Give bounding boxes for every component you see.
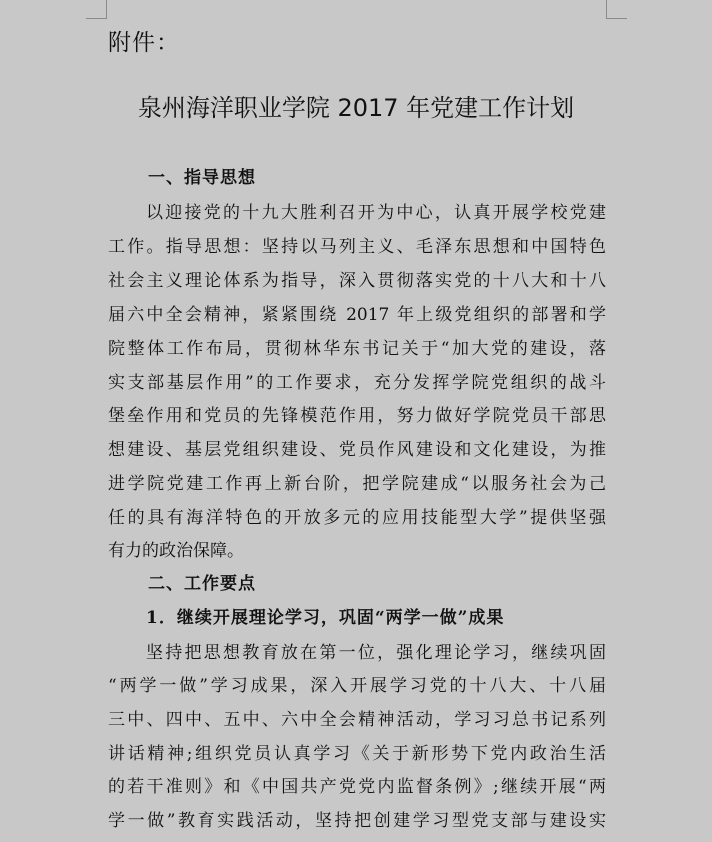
section-heading-work-points: 二、工作要点: [148, 574, 256, 594]
paragraph-line: 进学院党建工作再上新台阶，把学院建成“以服务社会为己: [108, 474, 606, 494]
section-heading-guiding-ideology: 一、指导思想: [148, 168, 256, 188]
paragraph-line: 院整体工作布局，贯彻林华东书记关于“加大党的建设，落: [108, 339, 606, 359]
paragraph-line: 的若干准则》和《中国共产党党内监督条例》;继续开展“两: [108, 777, 606, 797]
paragraph-line: 想建设、基层党组织建设、党员作风建设和文化建设，为推: [108, 440, 606, 460]
paragraph-line: “两学一做”学习成果，深入开展学习党的十八大、十八届: [108, 676, 606, 696]
document-title: 泉州海洋职业学院 2017 年党建工作计划: [137, 94, 575, 122]
paragraph-line: 坚持把思想教育放在第一位，强化理论学习，继续巩固: [146, 643, 606, 663]
paragraph-line: 以迎接党的十九大胜利召开为中心，认真开展学校党建: [146, 203, 606, 223]
paragraph-line: 讲话精神;组织党员认真学习《关于新形势下党内政治生活: [108, 744, 606, 764]
paragraph-line: 社会主义理论体系为指导，深入贯彻落实党的十八大和十八: [108, 271, 606, 291]
paragraph-line: 任的具有海洋特色的开放多元的应用技能型大学”提供坚强: [108, 508, 606, 528]
paragraph-line: 三中、四中、五中、六中全会精神活动，学习习总书记系列: [108, 710, 606, 730]
margin-corner-mark-top-left: [86, 0, 107, 19]
paragraph-line: 届六中全会精神，紧紧围绕 2017 年上级党组织的部署和学: [108, 305, 606, 325]
margin-corner-mark-top-right: [606, 0, 627, 19]
subsection-heading-theory-study: 1．继续开展理论学习，巩固“两学一做”成果: [146, 608, 505, 628]
paragraph-line: 学一做”教育实践活动，坚持把创建学习型党支部与建设实: [108, 811, 606, 831]
paragraph-line: 工作。指导思想：坚持以马列主义、毛泽东思想和中国特色: [108, 237, 606, 257]
attachment-label: 附件：: [108, 30, 180, 56]
paragraph-line: 堡垒作用和党员的先锋模范作用，努力做好学院党员干部思: [108, 406, 606, 426]
paragraph-line: 有力的政治保障。: [108, 541, 244, 561]
paragraph-line: 实支部基层作用”的工作要求，充分发挥学院党组织的战斗: [108, 373, 606, 393]
